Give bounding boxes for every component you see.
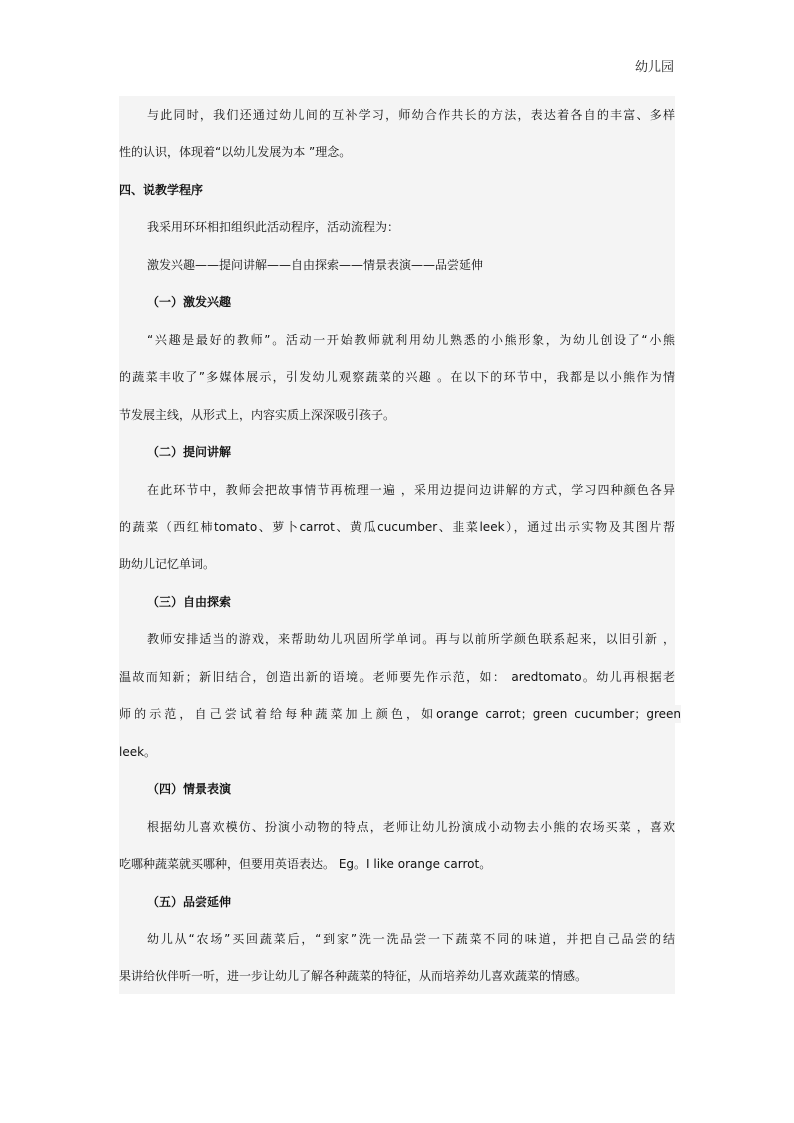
paragraph-line: “兴趣是最好的教师”。活动一开始教师就利用幼儿熟悉的小熊形象，为幼儿创设了“小熊 <box>147 333 675 347</box>
subsection-heading: （二）提问讲解 <box>147 445 232 459</box>
paragraph-line: 根据幼儿喜欢模仿、扮演小动物的特点，老师让幼儿扮演成小动物去小熊的农场买菜 ，喜欢 <box>147 820 675 834</box>
subsection-heading: （五）品尝延伸 <box>147 895 232 909</box>
paragraph-line: 师的示范，自己尝试着给每种蔬菜加上颜色，如orange carrot；green cucumber；green <box>119 707 681 721</box>
paragraph-line: 的蔬菜（西红柿tomato、萝卜carrot、黄瓜cucumber、韭菜leek），通过出示实物及其图片帮 <box>119 520 675 534</box>
paragraph-line: 幼儿从“农场”买回蔬菜后，“到家”洗一洗品尝一下蔬菜不同的味道，并把自己品尝的结 <box>147 932 675 946</box>
paragraph-line: 果讲给伙伴听一听，进一步让幼儿了解各种蔬菜的特征，从而培养幼儿喜欢蔬菜的情感。 <box>119 969 588 983</box>
paragraph-line: 我采用环环相扣组织此活动程序，活动流程为： <box>147 220 400 234</box>
paragraph-line: leek。 <box>119 745 157 759</box>
subsection-heading: （一）激发兴趣 <box>147 295 232 309</box>
paragraph-line: 在此环节中，教师会把故事情节再梳理一遍 ，采用边提问边讲解的方式，学习四种颜色各异 <box>147 483 675 497</box>
paragraph-line: 性的认识，体现着“以幼儿发展为本 ”理念。 <box>119 145 352 159</box>
paragraph-line: 的蔬菜丰收了”多媒体展示，引发幼儿观察蔬菜的兴趣 。在以下的环节中，我都是以小熊作为情 <box>119 370 675 384</box>
paragraph-line: 教师安排适当的游戏，来帮助幼儿巩固所学单词。再与以前所学颜色联系起来，以旧引新 ， <box>147 632 675 646</box>
paragraph-line: 节发展主线，从形式上，内容实质上深深吸引孩子。 <box>119 408 396 422</box>
section-heading: 四、说教学程序 <box>119 183 204 197</box>
paragraph-line: 温故而知新；新旧结合，创造出新的语境。老师要先作示范，如： aredtomato。幼儿再根据老 <box>119 670 675 684</box>
document-body <box>119 96 681 994</box>
page-header: 幼儿园 <box>634 60 674 75</box>
paragraph-line: 助幼儿记忆单词。 <box>119 557 216 571</box>
subsection-heading: （四）情景表演 <box>147 782 232 796</box>
paragraph-line: 吃哪种蔬菜就买哪种，但要用英语表达。 Eg。I like orange carrot。 <box>119 857 492 871</box>
paragraph-line: 与此同时，我们还通过幼儿间的互补学习，师幼合作共长的方法，表达着各自的丰富、多样 <box>147 108 675 122</box>
paragraph-line: 激发兴趣——提问讲解——自由探索——情景表演——品尝延伸 <box>147 258 484 272</box>
subsection-heading: （三）自由探索 <box>147 595 232 609</box>
